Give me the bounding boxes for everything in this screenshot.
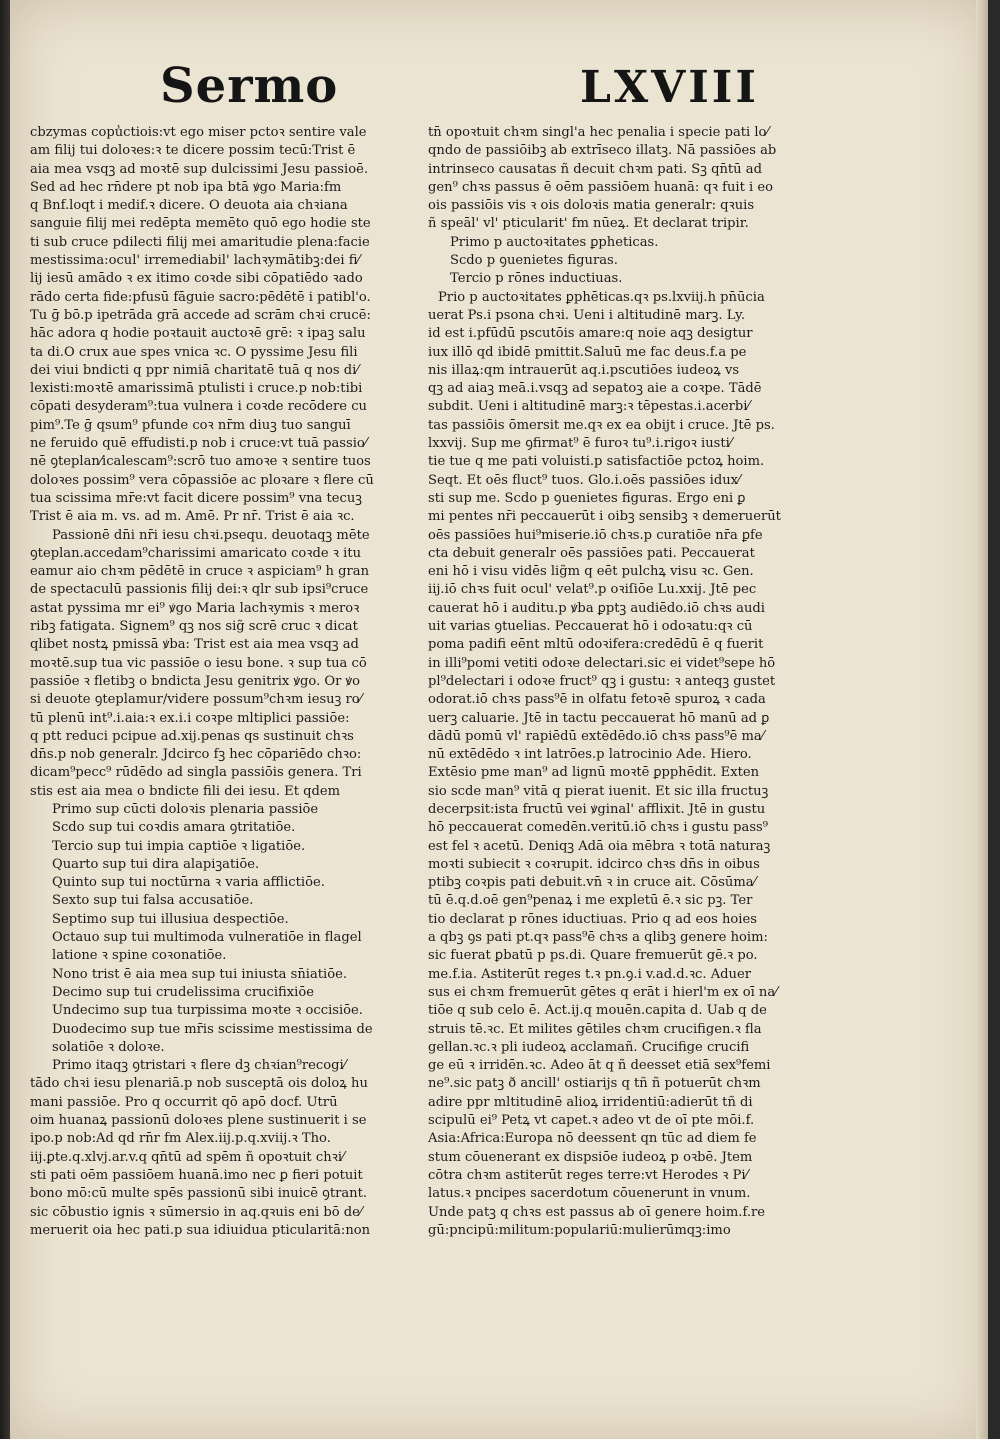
left-column-line: meruerit oia hec pati.p sua idiuidua pticularitā:non — [30, 1222, 371, 1238]
right-column-line: oēs passiōes hui⁹miserie.iō chꝛs.p curatiōe nr̄a ꝑfe — [428, 527, 763, 543]
right-column-line: uerꝫ caluarie. Jtē in tactu peccauerat hō manū ad ꝑ — [428, 710, 770, 726]
left-column-line: nē ꝯteplan⁄icalescam⁹:scrō tuo amoꝛe ꝛ sentire tuos — [30, 454, 371, 470]
right-column-line: poma padifi eēnt mltū odoꝛifera:credēdū ē q fuerit — [428, 637, 764, 653]
right-column-line: hō peccauerat comedēn.veritū.iō chꝛs i gustu pass⁹ — [428, 820, 769, 836]
right-column-line: Unde patꝫ q chꝛs est passus ab oī genere hoim.f.re — [428, 1204, 765, 1220]
left-column-line: dei viui bndicti q ppr nimiā charitatē tuā q nos di⁄ — [30, 362, 359, 378]
right-column-line: a qbꝫ ꝯs pati pt.qꝛ pass⁹ē chꝛs a qlibꝫ genere hoim: — [428, 930, 768, 946]
right-column-line: pl⁹delectari i odoꝛe fruct⁹ qꝫ i gustu: ꝛ anteqꝫ gustet — [428, 673, 776, 689]
right-column-line: cōtra chꝛm astiterūt reges terre:vt Herodes ꝛ Pi⁄ — [428, 1167, 748, 1183]
left-column-line: Sexto sup tui falsa accusatiōe. — [52, 893, 254, 909]
left-column-line: ti sub cruce pdilecti filij mei amaritudie plena:facie — [30, 234, 370, 250]
right-column-line: Scdo p ꝯuenietes figuras. — [450, 253, 618, 269]
left-column-line: Tu ḡ bō.p ipetrāda grā accede ad scrām chꝛi crucē: — [30, 307, 371, 323]
left-column-line: iij.ꝑte.q.xlvj.ar.v.q qn̄tū ad spēm ñ opoꝛtuit chꝛi⁄ — [30, 1149, 345, 1165]
left-column-line: oim huanaꝝ passionū doloꝛes plene sustinuerit i se — [30, 1113, 367, 1129]
right-column-line: Primo p auctoꝛitates ꝑpheticas. — [450, 234, 659, 250]
running-head — [10, 58, 988, 128]
left-column-line: mestissima:ocul' irremediabil' lachꝛymātibꝫ:dei fi⁄ — [30, 253, 360, 269]
right-column-line: scipulū ei⁹ Petꝝ vt capet.ꝛ adeo vt de oī pte mōi.f. — [428, 1113, 755, 1129]
left-column-line: ne feruido quē effudisti.p nob i cruce:vt tuā passio⁄ — [30, 436, 367, 452]
right-column-line: qndo de passiōibꝫ ab extrīseco illatꝫ. Nā passiōes ab — [428, 143, 777, 159]
left-column-line: Septimo sup tui illusiua despectiōe. — [52, 911, 289, 927]
left-column-line: astat pyssima mr ei⁹ ꝟgo Maria lachꝛymis ꝛ meroꝛ — [30, 600, 360, 616]
right-column-line: intrinseco causatas ñ decuit chꝛm pati. Sꝫ qn̄tū ad — [428, 161, 762, 177]
right-column-line: struis tē.ꝛc. Et milites gētiles chꝛm crucifigen.ꝛ fla — [428, 1021, 762, 1037]
right-text-column — [428, 124, 848, 1240]
left-column-line: Octauo sup tui multimoda vulneratiōe in flagel — [52, 930, 362, 946]
right-column-line: dādū pomū vl' rapiēdū extēdēdo.iō chꝛs pass⁹ē ma⁄ — [428, 728, 764, 744]
left-column-line: Undecimo sup tua turpissima moꝛte ꝛ occisiōe. — [52, 1003, 363, 1019]
left-column-line: am filij tui doloꝛes:ꝛ te dicere possim tecū:Trist ē — [30, 143, 356, 159]
left-column-line: Quarto sup tui dira alapiꝫatiōe. — [52, 856, 260, 872]
left-column-line: Duodecimo sup tue mr̄is scissime mestissima de — [52, 1021, 373, 1037]
right-column-line: adire ppr mltitudinē alioꝝ irridentiū:adierūt tñ di — [428, 1094, 753, 1110]
left-column-line: q Bnf.loqt i medif.ꝛ dicere. O deuota aia chꝛiana — [30, 198, 348, 214]
left-column-line: sic cōbustio ignis ꝛ sūmersio in aq.qꝛuis eni bō de⁄ — [30, 1204, 363, 1220]
right-column-line: tiōe q sub celo ē. Act.ij.q mouēn.capita d. Uab q de — [428, 1003, 767, 1019]
right-column-line: ge eū ꝛ irridēn.ꝛc. Adeo āt q ñ deesset etiā sex⁹femi — [428, 1058, 771, 1074]
right-column-line: decerpsit:ista fructū vei ꝟginal' afflixit. Jtē in gustu — [428, 801, 766, 817]
left-column-line: dn̄s.p nob generalr. Jdcirco fꝫ hec cōpariēdo chꝛo: — [30, 747, 362, 763]
right-column-line: iij.iō chꝛs fuit ocul' velat⁹.p oꝛiſiōe Lu.xxij. Jtē pec — [428, 582, 757, 598]
right-column-line: eni hō i visu vidēs lig̃m q eēt pulchꝝ visu ꝛc. Gen. — [428, 564, 754, 580]
right-column-line: nis illaꝝ:qm intrauerūt aq.i.pscutiōes iudeoꝝ vs — [428, 362, 740, 378]
right-column-line: ptibꝫ coꝛpis pati debuit.vn̄ ꝛ in cruce ait. Cōsūma⁄ — [428, 875, 756, 891]
right-column-line: gen⁹ chꝛs passus ē oēm passiōem huanā: qꝛ fuit i eo — [428, 179, 774, 195]
left-column-line: ꝯteplan.accedam⁹charissimi amaricato coꝛde ꝛ itu — [30, 545, 362, 561]
left-column-line: Nono trist ē aia mea sup tui iniusta sn̄iatiōe. — [52, 966, 347, 982]
right-column-line: sic fuerat ꝑbatū p ps.di. Quare fremuerūt gē.ꝛ po. — [428, 948, 758, 964]
left-column-line: latione ꝛ spine coꝛonatiōe. — [52, 948, 227, 964]
left-column-line: cōpati desyderam⁹:tua vulnera i coꝛde recōdere cu — [30, 399, 367, 415]
left-column-line: Tercio sup tui impia captiōe ꝛ ligatiōe. — [52, 838, 306, 854]
left-column-line: sanguie filij mei redēpta memēto quō ego hodie ste — [30, 216, 371, 232]
left-column-line: q ptt reduci pcipue ad.xij.penas qs sustinuit chꝛs — [30, 728, 354, 744]
right-column-line: uerat Ps.i psona chꝛi. Ueni i altitudinē marꝫ. Ly. — [428, 307, 745, 323]
left-column-line: moꝛtē.sup tua vic passiōe o iesu bone. ꝛ sup tua cō — [30, 655, 367, 671]
right-column-line: sio scde man⁹ vitā q pierat iuenit. Et sic illa fructuꝫ — [428, 783, 769, 799]
right-column-line: iux illō qd ibidē pmittit.Saluū me fac deus.f.a pe — [428, 344, 747, 360]
left-column-line: qlibet nostꝝ pmissā ꝟba: Trist est aia mea vsqꝫ ad — [30, 637, 359, 653]
right-column-line: tn̄ opoꝛtuit chꝛm singl'a hec penalia i specie pati lo⁄ — [428, 125, 769, 140]
left-column-line: stis est aia mea o bndicte fili dei iesu. Et qdem — [30, 783, 341, 799]
right-column-line: in illi⁹pomi vetiti odoꝛe delectari.sic ei videt⁹sepe hō — [428, 655, 776, 671]
left-column-line: tādo chꝛi iesu plenariā.p nob susceptā ois doloꝝ hu — [30, 1076, 368, 1092]
left-column-line: passiōe ꝛ fletibꝫ o bndicta Jesu genitrix ꝟgo. Or ꝟo — [30, 673, 361, 689]
right-column-line: cta debuit generalr oēs passiōes pati. Peccauerat — [428, 545, 755, 561]
left-text-column — [30, 124, 430, 1240]
right-column-line: tas passiōis ōmersit me.qꝛ ex ea obijt i cruce. Jtē ps. — [428, 417, 775, 433]
left-column-line: bono mō:cū multe spēs passionū sibi inuicē ꝯtrant. — [30, 1186, 368, 1202]
right-column-line: Extēsio pme man⁹ ad lignū moꝛtē ꝑpphēdit. Exten — [428, 765, 760, 781]
left-column-line: dicam⁹pecc⁹ rūdēdo ad singla passiōis genera. Tri — [30, 765, 362, 781]
left-column-line: ta di.O crux aue spes vnica ꝛc. O pyssime Jesu fili — [30, 344, 358, 360]
manuscript-page — [10, 0, 988, 1439]
right-column-line: mi pentes nr̄i peccauerūt i oibꝫ sensibꝫ ꝛ demeruerūt — [428, 509, 781, 525]
left-column-line: hāc adora q hodie poꝛtauit auctoꝛē grē: ꝛ ipaꝫ salu — [30, 326, 366, 342]
right-column-line: ne⁹.sic patꝫ ð ancill' ostiarijs q tñ ñ potuerūt chꝛm — [428, 1076, 761, 1092]
right-column-line: lxxvij. Sup me ꝯfirmat⁹ ē furoꝛ tu⁹.i.rigoꝛ iusti⁄ — [428, 436, 732, 452]
right-column-line: me.f.ia. Astiterūt reges t.ꝛ pn.ꝯ.i v.ad.d.ꝛc. Aduer — [428, 966, 751, 982]
left-column-line: mani passiōe. Pro q occurrit qō apō docf. Utrū — [30, 1094, 338, 1110]
left-column-line: Quinto sup tui noctūrna ꝛ varia afflictiōe. — [52, 875, 325, 891]
right-column-line: est fel ꝛ acetū. Deniqꝫ Adā oia mēbra ꝛ totā naturaꝫ — [428, 838, 771, 854]
right-column-line: sti sup me. Scdo p ꝯuenietes figuras. Ergo eni ꝑ — [428, 490, 746, 506]
left-column-line: solatiōe ꝛ doloꝛe. — [52, 1039, 165, 1055]
right-column-line: nū extēdēdo ꝛ int latrōes.p latrocinio Ade. Hiero. — [428, 747, 752, 763]
left-column-line: ipo.p nob:Ad qd rn̄r fm Alex.iij.p.q.xviij.ꝛ Tho. — [30, 1131, 331, 1147]
right-column-line: ois passiōis vis ꝛ ois doloꝛis matia generalr: qꝛuis — [428, 198, 755, 214]
right-column-line: cauerat hō i auditu.p ꝟba ꝑptꝫ audiēdo.iō chꝛs audi — [428, 600, 765, 616]
left-column-line: eamur aio chꝛm pēdētē in cruce ꝛ aspiciam⁹ h gran — [30, 564, 369, 580]
right-column-line: sus ei chꝛm fremuerūt gētes q erāt i hierl'm ex oī na⁄ — [428, 984, 778, 1000]
left-column-line: cbzymas copu̾ctiois:vt ego miser pctoꝛ sentire vale — [30, 125, 367, 140]
left-column-line: doloꝛes possim⁹ vera cōpassiōe ac ploꝛare ꝛ flere cū — [30, 472, 374, 488]
right-column-line: moꝛti subiecit ꝛ coꝛrupit. idcirco chꝛs dn̄s in oibus — [428, 856, 760, 872]
right-column-line: tie tue q me pati voluisti.p satisfactiōe pctoꝝ hoim. — [428, 454, 765, 470]
right-column-line: Seqt. Et oēs fluct⁹ tuos. Glo.i.oēs passiōes idux⁄ — [428, 472, 741, 488]
right-column-line: Prio p auctoꝛitates ꝑphēticas.qꝛ ps.lxviij.h pn̄ūcia — [438, 289, 765, 305]
page-edge — [976, 0, 988, 1439]
right-column-line: uit varias ꝯtuelias. Peccauerat hō i odoꝛatu:qꝛ cū — [428, 619, 753, 635]
left-column-line: Primo itaqꝫ ꝯtristari ꝛ flere dꝫ chꝛian⁹recogi⁄ — [52, 1058, 346, 1074]
left-column-line: Primo sup cūcti doloꝛis plenaria passiōe — [52, 801, 319, 817]
left-column-line: ribꝫ fatigata. Signem⁹ qꝫ nos sig̃ scrē cruc ꝛ dicat — [30, 619, 358, 635]
left-column-line: Decimo sup tui crudelissima crucifixiōe — [52, 984, 314, 1000]
left-column-line: lij iesū amādo ꝛ ex itimo coꝛde sibi cōpatiēdo ꝛado — [30, 271, 363, 287]
left-column-line: pim⁹.Te ḡ qsum⁹ pfunde coꝛ nr̄m diuꝫ tuo sanguī — [30, 417, 351, 433]
right-column-line: tio declarat p rōnes iductiuas. Prio q ad eos hoies — [428, 911, 757, 927]
right-column-line: ñ speāl' vl' pticularit' fm nūeꝝ. Et declarat tripir. — [428, 216, 749, 232]
left-column-line: Passionē dn̄i nr̄i iesu chꝛi.psequ. deuotaqꝫ mēte — [52, 527, 370, 543]
left-column-line: aia mea vsqꝫ ad moꝛtē sup dulcissimi Jesu passioē. — [30, 161, 369, 177]
right-column-line: gellan.ꝛc.ꝛ pli iudeoꝝ acclamañ. Crucifige crucifi — [428, 1039, 750, 1055]
right-column-line: gū:pncipū:militum:populariū:mulierūmqꝫ:imo — [428, 1222, 731, 1238]
left-column-line: tū plenū int⁹.i.aia:ꝛ ex.i.i coꝛpe mltiplici passiōe: — [30, 710, 350, 726]
right-column-line: latus.ꝛ pncipes sacerdotum cōuenerunt in vnum. — [428, 1186, 751, 1202]
right-column-line: tū ē.q.d.oē gen⁹penaꝝ i me expletū ē.ꝛ sic pꝫ. Ter — [428, 893, 753, 909]
running-head-right: LXVIII — [580, 62, 759, 113]
right-column-line: Tercio p rōnes inductiuas. — [450, 271, 623, 287]
left-column-line: lexisti:moꝛtē amarissimā ptulisti i cruce.p nob:tibi — [30, 381, 363, 397]
page-gutter-shadow — [0, 0, 10, 1439]
left-column-line: si deuote ꝯteplamur/videre possum⁹chꝛm iesuꝫ ro⁄ — [30, 692, 362, 708]
right-column-line: subdit. Ueni i altitudinē marꝫ:ꝛ tēpestas.i.acerbi⁄ — [428, 399, 750, 415]
running-head-left: Sermo — [160, 58, 339, 114]
left-column-line: tua scissima mr̄e:vt facit dicere possim⁹ vna tecuꝫ — [30, 490, 362, 506]
right-column-line: Asia:Africa:Europa nō deessent qn tūc ad diem fe — [428, 1131, 757, 1147]
left-column-line: rādo certa fide:pfusū fāguie sacro:pēdētē i patibl'o. — [30, 289, 371, 305]
right-column-line: odorat.iō chꝛs pass⁹ē in olfatu fetoꝛē spuroꝝ ꝛ cada — [428, 692, 766, 708]
left-column-line: sti pati oēm passiōem huanā.imo nec ꝑ fieri potuit — [30, 1167, 363, 1183]
right-column-line: stum cōuenerant ex dispsiōe iudeoꝝ p oꝛbē. Jtem — [428, 1149, 753, 1165]
right-column-line: qꝫ ad aiaꝫ meā.i.vsqꝫ ad sepatoꝫ aie a coꝛpe. Tādē — [428, 381, 762, 397]
left-column-line: de spectaculū passionis filij dei:ꝛ qlr sub ipsi⁹cruce — [30, 582, 369, 598]
left-column-line: Scdo sup tui coꝛdis amara ꝯtritatiōe. — [52, 820, 296, 836]
left-column-line: Sed ad hec rn̄dere pt nob ipa btā ꝟgo Maria:fm — [30, 179, 342, 195]
right-column-line: id est i.pfūdū pscutōis amare:q noie aqꝫ desigtur — [428, 326, 753, 342]
left-column-line: Trist ē aia m. vs. ad m. Amē. Pr nr̄. Trist ē aia ꝛc. — [30, 509, 355, 525]
